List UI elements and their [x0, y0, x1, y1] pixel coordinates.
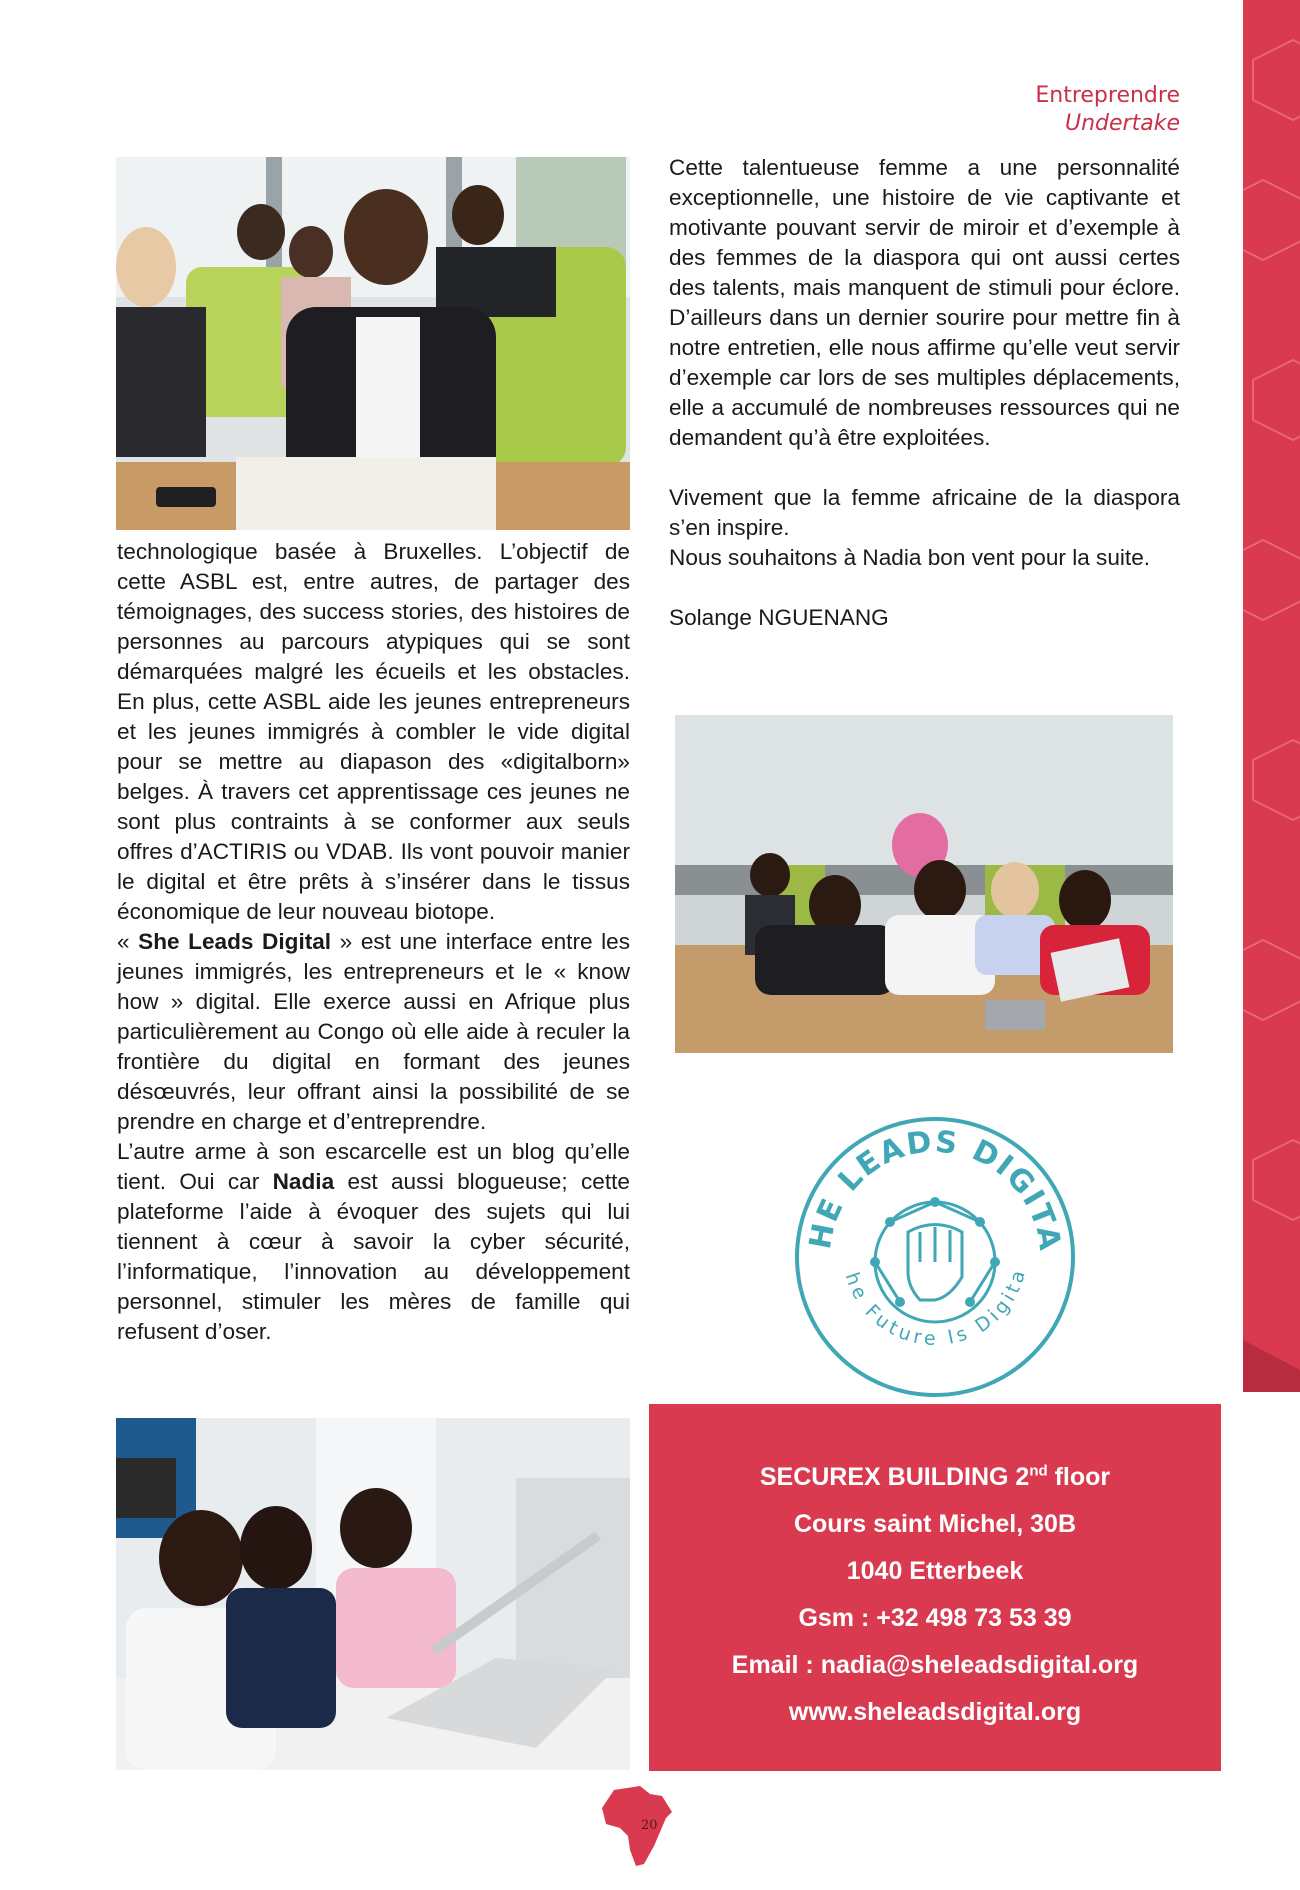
quote-open: «: [117, 929, 139, 954]
paragraph-start: L’autre arme à son escarcelle est un blog qu’elle tient. Oui car: [117, 1139, 630, 1194]
right-column-text: [669, 153, 1180, 633]
paragraph: Vivement que la femme africaine de la diaspora s’en inspire.: [669, 485, 1180, 540]
logo-bottom-text: he Future Is Digita: [840, 1264, 1031, 1351]
contact-email: Email : nadia@sheleadsdigital.org: [731, 1651, 1139, 1679]
photo-children-at-laptop: [116, 1418, 630, 1770]
section-title-fr: Entreprendre: [1035, 83, 1180, 108]
hexagon-pattern: [1243, 0, 1300, 1392]
africa-icon: [600, 1784, 676, 1868]
author-name: Solange NGUENANG: [669, 605, 889, 630]
contact-street: Cours saint Michel, 30B: [793, 1510, 1077, 1538]
section-title-en: Undertake: [1065, 111, 1180, 136]
contact-website: www.sheleadsdigital.org: [788, 1698, 1082, 1726]
building-name: SECUREX BUILDING 2: [759, 1463, 1030, 1491]
photo-girls-working-together: [675, 715, 1173, 1053]
paragraph: Nous souhaitons à Nadia bon vent pour la suite.: [669, 545, 1151, 570]
left-column-text: [117, 537, 630, 1347]
page-number-badge: [600, 1784, 676, 1868]
contact-city: 1040 Etterbeek: [846, 1557, 1024, 1585]
floor-suffix: nd: [1029, 1462, 1048, 1480]
section-header: [1035, 82, 1180, 138]
paragraph: Cette talentueuse femme a une personnalité exceptionnelle, une histoire de vie captivante et motivante pouvant servir de miroir et d’exemple à des femmes de la diaspora qui ont aussi certes des talents, mais manquent de stimuli pour éclore. D’ailleurs dans un dernier sourire pour mettre fin à notre entretien, elle nous affirme qu’elle veut servir d’exemple car lors de ses multiples déplacements, elle a accumulé de nombreuses ressources qui ne demandent qu’à être exploitées.: [669, 155, 1180, 450]
contact-box: [649, 1404, 1221, 1771]
org-name: She Leads Digital: [138, 929, 332, 954]
photo-woman-with-children: [116, 157, 630, 530]
svg-text:SHE LEADS DIGITAL: [790, 1112, 1067, 1254]
person-name: Nadia: [272, 1169, 335, 1194]
paragraph-she-leads-digital: [117, 927, 630, 1137]
floor-label: floor: [1047, 1463, 1111, 1491]
contact-phone: Gsm : +32 498 73 53 39: [798, 1604, 1072, 1632]
paragraph: technologique basée à Bruxelles. L’objectif de cette ASBL est, entre autres, de partager des témoignages, des success stories, des histoires de personnes au parcours atypiques qui se sont démarquées malgré les écueils et les obstacles. En plus, cette ASBL aide les jeunes entrepreneurs et les jeunes immigrés à combler le vide digital pour se mettre au diapason des «digitalborn» belges. À travers cet apprentissage ces jeunes ne sont plus contraints à se conformer aux seuls offres d’ACTIRIS ou VDAB. Ils vont pouvoir manier le digital et être prêts à s’insérer dans le tissus économique de leur nouveau biotope.: [117, 539, 630, 924]
she-leads-digital-logo: [790, 1112, 1080, 1402]
logo-top-text: HE LEADS DIGITA: [802, 1124, 1068, 1255]
paragraph-blog: [117, 1137, 630, 1347]
paragraph-rest: est aussi blogueuse; cette plateforme l’aide à évoquer des sujets qui lui tiennent à cœur à savoir la cyber sécurité, l’informatique, l’innovation au développement personnel, stimuler les mères de famille qui refusent d’oser.: [117, 1169, 630, 1344]
page-number: 20: [641, 1818, 658, 1833]
paragraph-rest: » est une interface entre les jeunes immigrés, les entrepreneurs et le « know how » digital. Elle exerce aussi en Afrique plus particulièrement au Congo où elle aide à reculer la frontière du digital en formant des jeunes désœuvrés, leur offrant ainsi la possibilité de se prendre en charge et d’entreprendre.: [117, 929, 630, 1134]
contact-building: [649, 1454, 1221, 1501]
decorative-sidebar: [1243, 0, 1300, 1392]
